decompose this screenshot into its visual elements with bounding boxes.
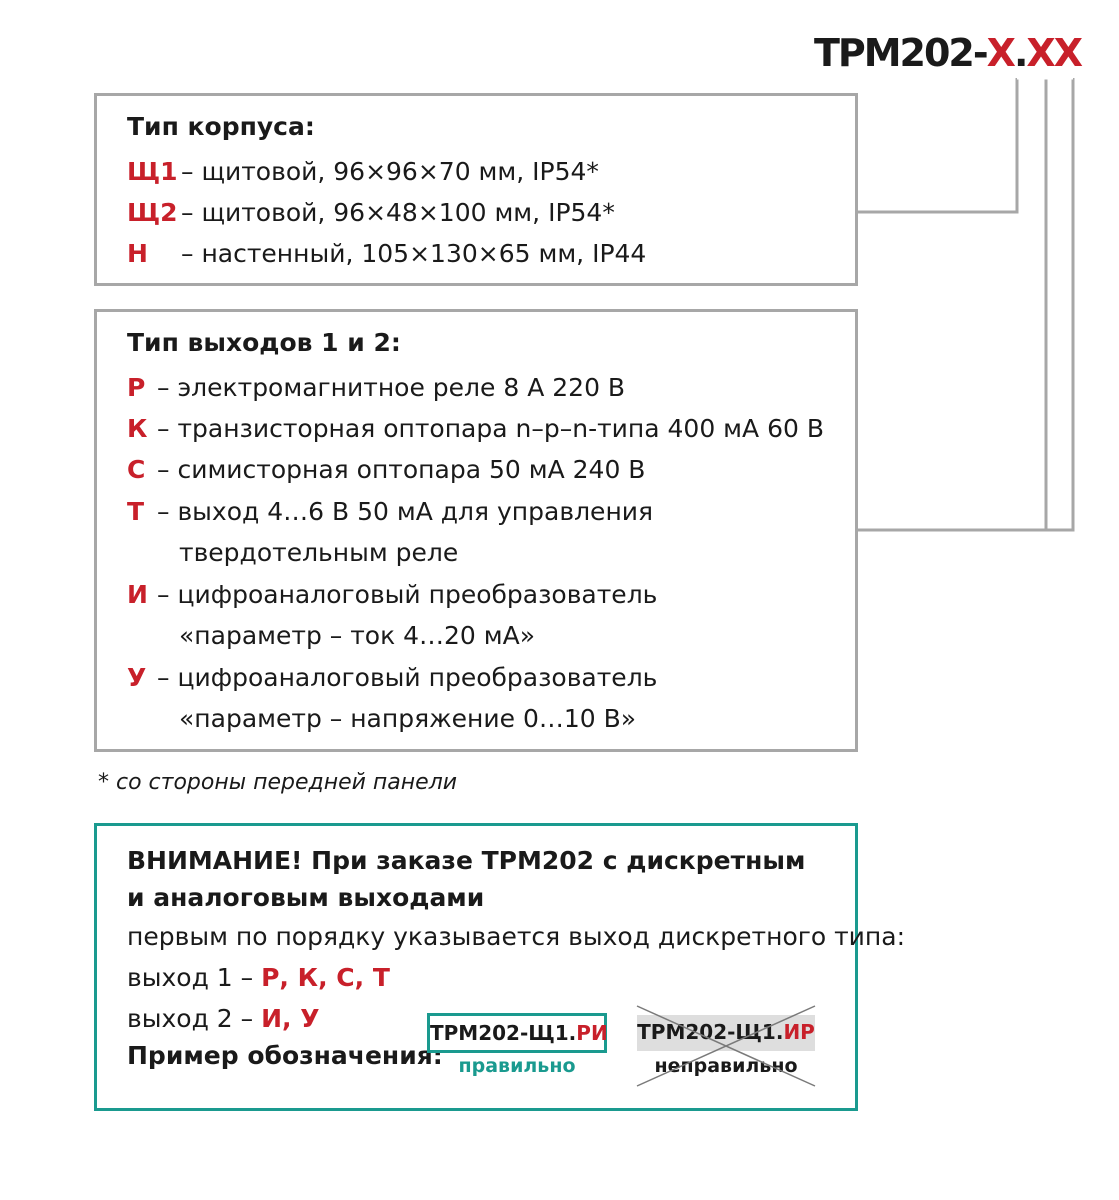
output-item-i: [127, 580, 657, 610]
output-item-r: [127, 373, 625, 403]
attention-box: [94, 823, 906, 1111]
output-desc-cont: твердотельным реле: [179, 538, 459, 567]
output-desc: – транзисторная оптопара n–p–n-типа 400 мА 60 В: [157, 414, 824, 443]
housing-item-shch2: [127, 198, 615, 228]
housing-code: Щ2: [127, 198, 178, 227]
example-correct-caption: правильно: [458, 1055, 576, 1077]
model-dot: .: [1013, 31, 1027, 75]
output-code: И: [127, 580, 148, 609]
housing-type-box: [94, 93, 858, 286]
output-desc-cont: «параметр – ток 4…20 мА»: [179, 621, 536, 650]
example-correct-box: [427, 1013, 607, 1053]
example-wrong-caption: неправильно: [654, 1055, 798, 1077]
connector-output2: [1046, 78, 1073, 530]
housing-item-shch1: [127, 157, 599, 187]
output-desc: – цифроаналоговый преобразователь: [157, 663, 658, 692]
example-correct-prefix: ТРМ202-Щ1.: [430, 1021, 577, 1045]
housing-desc: – щитовой, 96×96×70 мм, IP54*: [181, 157, 599, 186]
model-outputs-placeholder: ХХ: [1026, 31, 1081, 75]
example-wrong-suffix: ИР: [783, 1020, 815, 1044]
example-wrong-prefix: ТРМ202-Щ1.: [637, 1020, 784, 1044]
attention-output1: [127, 963, 390, 993]
housing-desc: – щитовой, 96×48×100 мм, IP54*: [181, 198, 615, 227]
attention-heading-line1: ВНИМАНИЕ! При заказе ТРМ202 с дискретным: [127, 846, 806, 875]
housing-title: Тип корпуса:: [127, 112, 315, 141]
output-type-box: [94, 309, 858, 752]
output-item-t: [127, 497, 653, 527]
output-desc: – выход 4…6 В 50 мА для управления: [157, 497, 654, 526]
cross-out-mark: [635, 1004, 817, 1088]
output-code: С: [127, 455, 146, 484]
attention-note: первым по порядку указывается выход дискретного типа:: [127, 922, 906, 951]
output-desc: – симисторная оптопара 50 мА 240 В: [157, 455, 646, 484]
housing-desc: – настенный, 105×130×65 мм, IP44: [181, 239, 647, 268]
output-desc: – электромагнитное реле 8 А 220 В: [157, 373, 626, 402]
model-prefix: ТРМ202-: [813, 31, 987, 75]
connector-housing: [858, 78, 1017, 212]
example-correct-suffix: РИ: [576, 1021, 608, 1045]
attention-heading-line2: и аналоговым выходами: [127, 883, 485, 912]
output2-label: выход 2 –: [127, 1004, 262, 1033]
output-code: Р: [127, 373, 146, 402]
output-code: Т: [127, 497, 145, 526]
output2-codes: И, У: [261, 1004, 320, 1033]
model-housing-placeholder: Х: [986, 31, 1014, 75]
footnote: * со стороны передней панели: [98, 770, 458, 795]
example-label: Пример обозначения:: [127, 1041, 443, 1070]
output1-label: выход 1 –: [127, 963, 262, 992]
output-desc: – цифроаналоговый преобразователь: [157, 580, 658, 609]
housing-code: Щ1: [127, 157, 178, 186]
output-item-u: [127, 663, 657, 693]
output-item-k: [127, 414, 824, 444]
output-desc-cont: «параметр – напряжение 0…10 В»: [179, 704, 637, 733]
output-code: К: [127, 414, 148, 443]
output-item-s: [127, 455, 645, 485]
outputs-title: Тип выходов 1 и 2:: [127, 328, 401, 357]
attention-output2: [127, 1004, 320, 1034]
output1-codes: Р, К, С, Т: [261, 963, 390, 992]
housing-code: Н: [127, 239, 148, 268]
output-code: У: [127, 663, 147, 692]
housing-item-n: [127, 239, 646, 269]
